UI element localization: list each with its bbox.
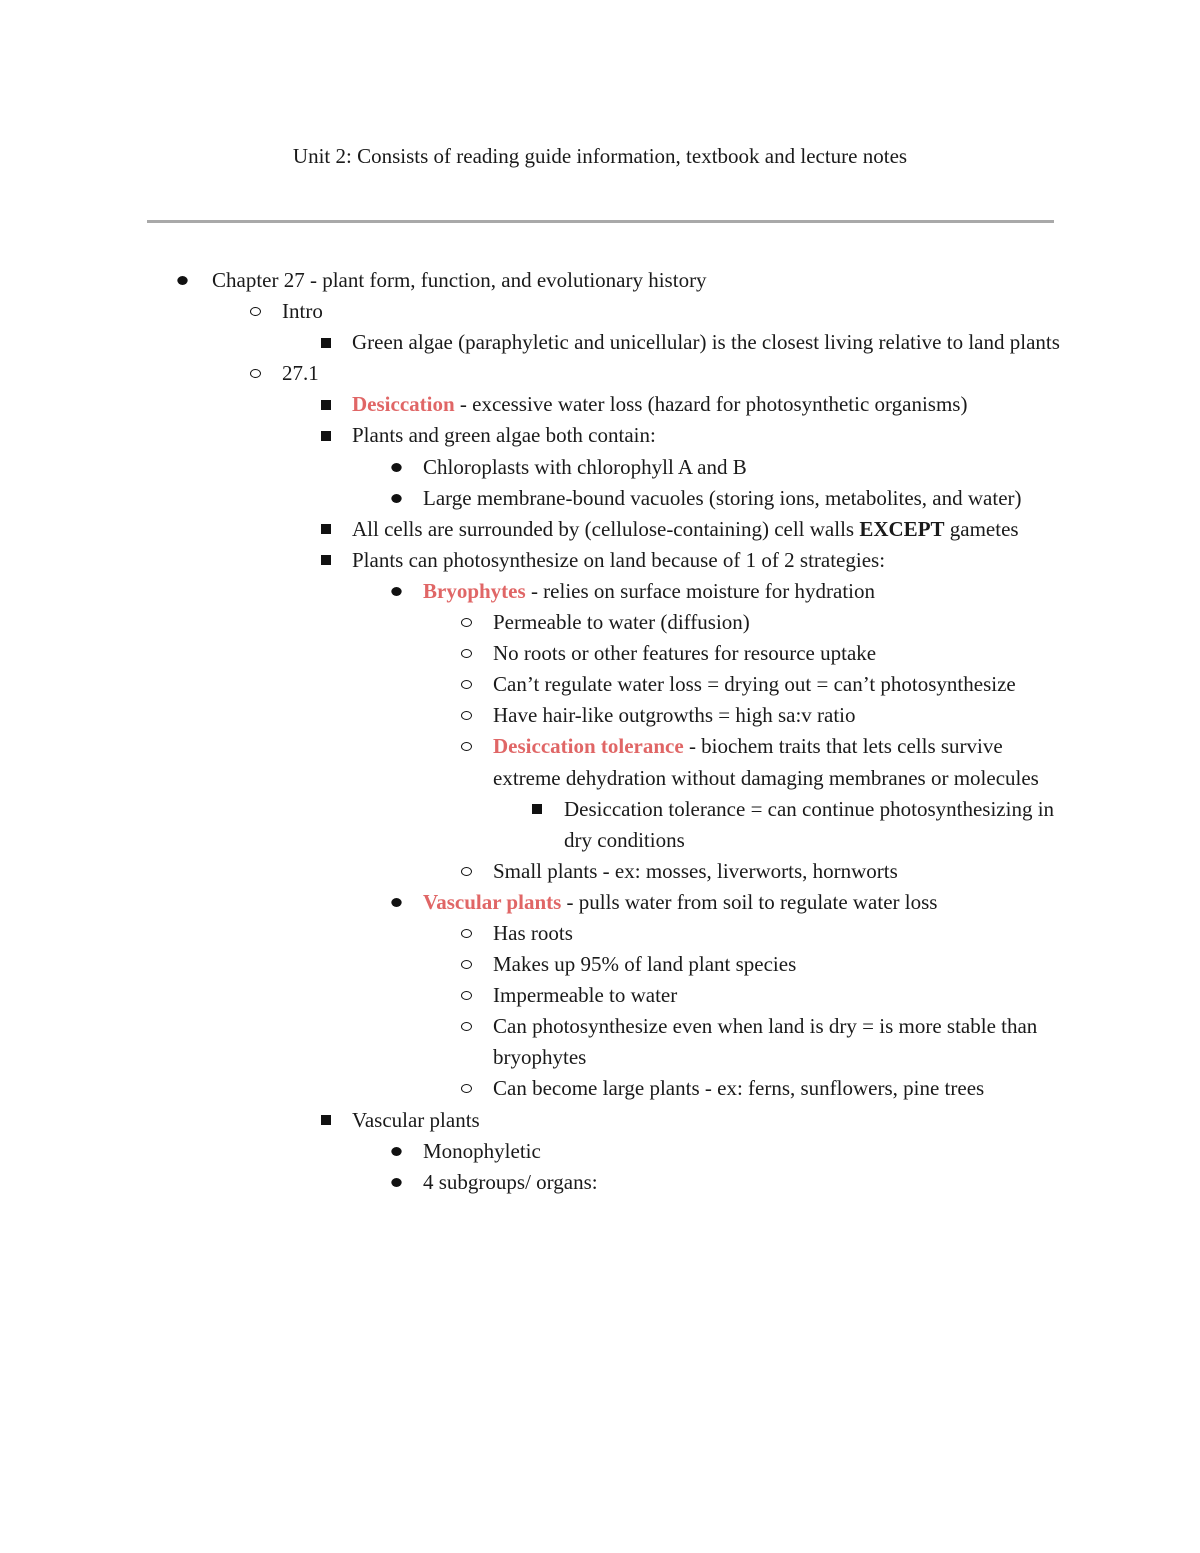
list-item-text xyxy=(423,887,1062,918)
horizontal-divider xyxy=(147,220,1054,223)
item-text: Desiccation tolerance = can continue photosynthesizing in dry conditions xyxy=(564,796,1055,852)
list-item xyxy=(0,576,1200,607)
item-text: 27.1 xyxy=(282,361,319,386)
item-text: Chapter 27 - plant form, function, and evolutionary history xyxy=(212,268,707,292)
dot-bullet-icon xyxy=(386,1136,406,1167)
square-bullet-icon xyxy=(316,420,336,451)
circle-bullet-icon xyxy=(456,607,476,638)
list-item xyxy=(0,1011,1200,1073)
list-item xyxy=(0,980,1200,1011)
item-text: Impermeable to water xyxy=(493,983,678,1008)
list-item xyxy=(0,420,1200,451)
circle-bullet-icon xyxy=(456,949,476,980)
list-item xyxy=(0,358,1200,389)
list-item-text xyxy=(493,607,1062,638)
list-item xyxy=(0,856,1200,887)
list-item xyxy=(0,1136,1200,1167)
item-text: Makes up 95% of land plant species xyxy=(493,952,797,977)
dot-bullet-icon xyxy=(386,887,406,918)
circle-bullet-icon xyxy=(456,1073,476,1104)
item-text: Plants and green algae both contain: xyxy=(352,423,656,448)
list-item xyxy=(0,483,1200,514)
dot-bullet-icon xyxy=(386,452,406,483)
list-item xyxy=(0,1167,1200,1198)
circle-bullet-icon xyxy=(456,638,476,669)
list-item xyxy=(0,669,1200,700)
list-item-text xyxy=(352,420,1062,451)
list-item-text xyxy=(493,856,1062,887)
circle-bullet-icon xyxy=(456,700,476,731)
square-bullet-icon xyxy=(527,794,547,825)
list-item-text xyxy=(352,545,1062,576)
circle-bullet-icon xyxy=(456,980,476,1011)
item-text: No roots or other features for resource uptake xyxy=(493,641,877,666)
list-item-text xyxy=(493,918,1062,949)
list-item xyxy=(0,514,1200,545)
dot-bullet-icon xyxy=(172,265,192,296)
circle-bullet-icon xyxy=(456,856,476,887)
dot-bullet-icon xyxy=(386,483,406,514)
list-item-text xyxy=(352,327,1062,358)
list-item-text xyxy=(493,638,1062,669)
list-item-text xyxy=(423,452,1062,483)
list-item xyxy=(0,949,1200,980)
highlighted-term: Desiccation tolerance xyxy=(493,734,684,759)
square-bullet-icon xyxy=(316,389,336,420)
item-text: Small plants - ex: mosses, liverworts, hornworts xyxy=(493,858,898,883)
list-item xyxy=(0,389,1200,420)
list-item-text xyxy=(493,669,1062,700)
item-text: - pulls water from soil to regulate water loss xyxy=(561,889,938,914)
square-bullet-icon xyxy=(316,1105,336,1136)
item-text-continued: gametes xyxy=(944,516,1019,541)
item-text: All cells are surrounded by (cellulose-containing) cell walls xyxy=(352,516,860,541)
square-bullet-icon xyxy=(316,545,336,576)
circle-bullet-icon xyxy=(456,731,476,762)
list-item xyxy=(0,607,1200,638)
highlighted-term: Vascular plants xyxy=(423,889,562,914)
circle-bullet-icon xyxy=(456,669,476,700)
item-text: - excessive water loss (hazard for photosynthetic organisms) xyxy=(454,392,968,417)
list-item-text xyxy=(493,949,1062,980)
highlighted-term: Desiccation xyxy=(352,392,455,417)
list-item-text xyxy=(493,1073,1062,1104)
item-text: Have hair-like outgrowths = high sa:v ratio xyxy=(493,703,856,728)
list-item xyxy=(0,296,1200,327)
circle-bullet-icon xyxy=(245,358,265,389)
item-text: 4 subgroups/ organs: xyxy=(423,1169,598,1194)
list-item xyxy=(0,265,1200,296)
item-text: - biochem traits that lets cells survive extreme dehydration without damaging membranes or molecules xyxy=(493,734,1039,790)
list-item-text xyxy=(352,1105,1062,1136)
list-item-text xyxy=(212,265,1062,296)
list-item xyxy=(0,887,1200,918)
dot-bullet-icon xyxy=(386,576,406,607)
item-text: Can become large plants - ex: ferns, sunflowers, pine trees xyxy=(493,1076,985,1101)
list-item-text xyxy=(423,1167,1062,1198)
item-text: Has roots xyxy=(493,920,573,945)
list-item-text xyxy=(423,576,1062,607)
list-item-text xyxy=(282,358,1062,389)
item-text: Intro xyxy=(282,299,323,324)
page-title: Unit 2: Consists of reading guide information, textbook and lecture notes xyxy=(292,144,908,168)
circle-bullet-icon xyxy=(456,1011,476,1042)
item-text: - relies on surface moisture for hydration xyxy=(525,578,875,603)
list-item-text xyxy=(493,980,1062,1011)
list-item-text xyxy=(564,794,1062,856)
notes-list xyxy=(0,265,1200,1198)
item-text: Monophyletic xyxy=(423,1138,541,1163)
highlighted-term: Bryophytes xyxy=(423,578,526,603)
list-item xyxy=(0,545,1200,576)
item-text: Permeable to water (diffusion) xyxy=(493,610,750,635)
list-item xyxy=(0,918,1200,949)
circle-bullet-icon xyxy=(456,918,476,949)
list-item-text xyxy=(352,514,1062,545)
list-item xyxy=(0,794,1200,856)
list-item xyxy=(0,638,1200,669)
item-text: Green algae (paraphyletic and unicellular) is the closest living relative to land plants xyxy=(352,330,1060,355)
list-item-text xyxy=(493,731,1062,793)
list-item-text xyxy=(423,1136,1062,1167)
list-item xyxy=(0,1105,1200,1136)
list-item xyxy=(0,700,1200,731)
list-item xyxy=(0,452,1200,483)
square-bullet-icon xyxy=(316,514,336,545)
dot-bullet-icon xyxy=(386,1167,406,1198)
item-text: Large membrane-bound vacuoles (storing ions, metabolites, and water) xyxy=(423,485,1022,510)
list-item-text xyxy=(493,700,1062,731)
circle-bullet-icon xyxy=(245,296,265,327)
list-item xyxy=(0,327,1200,358)
list-item xyxy=(0,1073,1200,1104)
item-text: Can’t regulate water loss = drying out = can’t photosynthesize xyxy=(493,672,1016,697)
item-text: Chloroplasts with chlorophyll A and B xyxy=(423,454,747,479)
list-item-text xyxy=(352,389,1062,420)
list-item-text xyxy=(423,483,1062,514)
emphasized-text: EXCEPT xyxy=(859,516,945,541)
square-bullet-icon xyxy=(316,327,336,358)
item-text: Plants can photosynthesize on land because of 1 of 2 strategies: xyxy=(352,547,886,572)
list-item-text xyxy=(282,296,1062,327)
list-item xyxy=(0,731,1200,793)
item-text: Can photosynthesize even when land is dry = is more stable than bryophytes xyxy=(493,1014,1038,1070)
list-item-text xyxy=(493,1011,1062,1073)
item-text: Vascular plants xyxy=(352,1107,480,1132)
